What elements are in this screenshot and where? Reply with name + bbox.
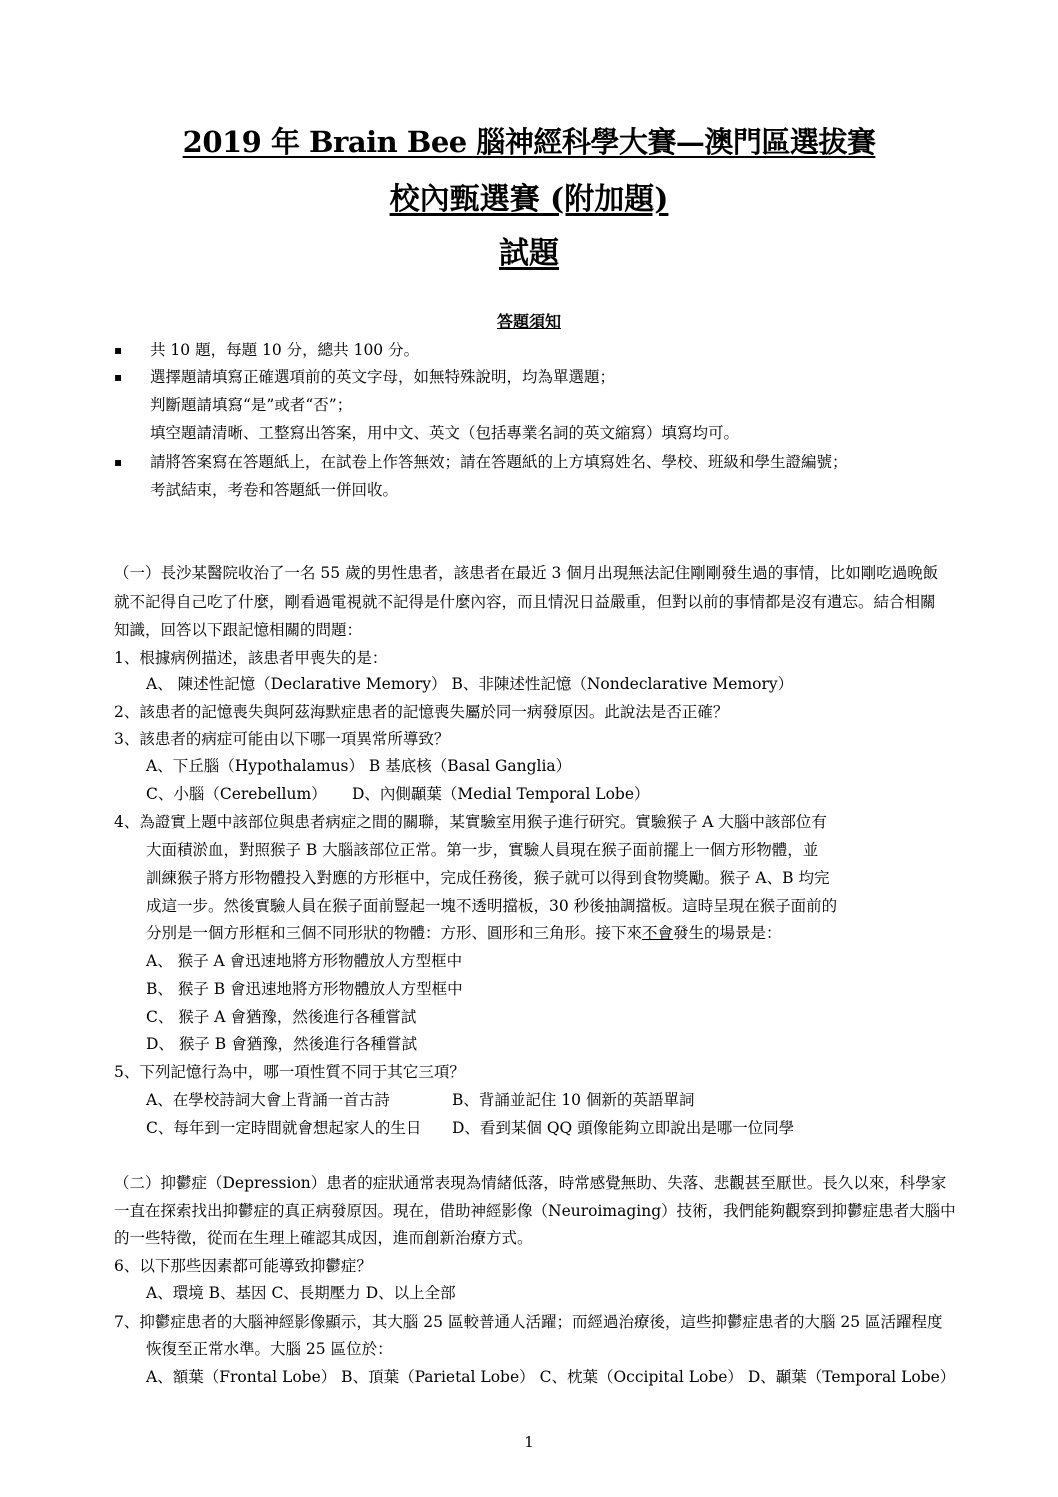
question-stem: 4、為證實上題中該部位與患者病症之間的關聯，某實驗室用猴子進行研究。實驗猴子 A 大腦中該部位有 [114,813,827,831]
question-stem-last-line [146,923,782,943]
section-intro-line: 的一些特徵，從而在生理上確認其成因，進而創新治療方式。 [114,1229,533,1247]
question-stem: 2、該患者的記憶喪失與阿茲海默症患者的記憶喪失屬於同一病發原因。此說法是否正確？ [114,703,729,721]
question-stem: 5、下列記憶行為中，哪一項性質不同于其它三項？ [114,1063,465,1081]
section-intro-line: （一）長沙某醫院收治了一名 55 歲的男性患者，該患者在最近 3 個月出現無法記住剛剛發生過的事情，比如剛吃過晚飯 [114,564,939,582]
section-intro-line: 知識，回答以下跟記憶相關的問題： [114,621,363,639]
bullet-icon: ▪ [114,343,123,357]
question-options: A、下丘腦（Hypothalamus） B 基底核（Basal Ganglia） [146,757,572,775]
exam-subtitle: 校內甄選賽 (附加題) [389,182,669,217]
question-stem: 成這一步。然後實驗人員在猴子面前豎起一塊不透明擋板，30 秒後抽調擋板。這時呈現在猴子面前的 [146,897,838,915]
exam-title: 2019 年 Brain Bee 腦神經科學大賽—澳門區選拔賽 [182,125,876,159]
question-options: A、 陳述性記憶（Declarative Memory） B、非陳述性記憶（Nondeclarative Memory） [146,675,794,693]
section-intro-line: 就不記得自己吃了什麼，剛看過電視就不記得是什麼內容，而且情況日益嚴重，但對以前的事情都是沒有遺忘。結合相關 [114,593,936,611]
question-stem: 3、該患者的病症可能由以下哪一項異常所導致？ [114,730,450,748]
question-option: C、每年到一定時間就會想起家人的生日 [146,1119,422,1137]
notice-item: 填空題請清晰、工整寫出答案，用中文、英文（包括專業名詞的英文縮寫）填寫均可。 [150,424,740,442]
stem-text: 發生的場景是： [673,924,782,942]
question-stem: 恢復至正常水準。大腦 25 區位於： [146,1340,393,1358]
notice-item: 選擇題請填寫正確選項前的英文字母，如無特殊說明，均為單選題； [150,368,616,386]
exam-paper-label: 試題 [499,236,559,271]
question-stem: 訓練猴子將方形物體投入對應的方形框中，完成任務後，猴子就可以得到食物獎勵。猴子 A、B 均完 [146,869,830,887]
notice-item: 判斷題請填寫“是”或者“否”； [150,396,353,414]
question-option: D、內側顳葉（Medial Temporal Lobe） [352,785,650,803]
page-number: 1 [524,1433,534,1451]
question-option: C、小腦（Cerebellum） [146,785,327,803]
notice-heading: 答題須知 [496,312,561,331]
question-stem: 7、抑鬱症患者的大腦神經影像顯示，其大腦 25 區較普通人活躍；而經過治療後，這些抑鬱症患者的大腦 25 區活躍程度 [114,1313,943,1331]
question-option: A、在學校詩詞大會上背誦一首古詩 [146,1091,390,1109]
bullet-icon: ▪ [114,455,123,469]
question-option: D、 猴子 B 會猶豫，然後進行各種嘗試 [146,1035,418,1053]
question-stem: 6、以下那些因素都可能導致抑鬱症？ [114,1257,372,1275]
notice-item: 考試結束，考卷和答題紙一併回收。 [150,481,399,499]
bullet-icon: ▪ [114,370,123,384]
section-intro-line: 一直在探索找出抑鬱症的真正病發原因。現在，借助神經影像（Neuroimaging）技術，我們能夠觀察到抑鬱症患者大腦中 [114,1202,956,1220]
question-stem: 大面積淤血，對照猴子 B 大腦該部位正常。第一步，實驗人員現在猴子面前擺上一個方形物體，並 [146,841,819,859]
question-option: D、看到某個 QQ 頭像能夠立即說出是哪一位同學 [452,1119,795,1137]
question-options: A、環境 B、基因 C、長期壓力 D、以上全部 [146,1284,456,1302]
question-option: B、 猴子 B 會迅速地將方形物體放人方型框中 [146,980,463,998]
section-intro-line: （二）抑鬱症（Depression）患者的症狀通常表現為情緒低落，時常感覺無助、失落、悲觀甚至厭世。長久以來，科學家 [114,1174,947,1192]
question-option: B、背誦並記住 10 個新的英語單詞 [452,1091,695,1109]
notice-item: 共 10 題，每題 10 分，總共 100 分。 [150,341,420,359]
notice-item: 請將答案寫在答題紙上，在試卷上作答無效；請在答題紙的上方填寫姓名、學校、班級和學生證編號； [150,453,848,471]
question-stem: 1、根據病例描述，該患者甲喪失的是： [114,649,388,667]
emphasis-text: 不會 [642,924,674,942]
question-options: A、額葉（Frontal Lobe） B、頂葉（Parietal Lobe） C、枕葉（Occipital Lobe） D、顳葉（Temporal Lobe） [146,1368,956,1386]
stem-text: 分別是一個方形框和三個不同形狀的物體：方形、圓形和三角形。接下來 [146,924,643,942]
question-option: A、 猴子 A 會迅速地將方形物體放人方型框中 [146,952,463,970]
question-option: C、 猴子 A 會猶豫，然後進行各種嘗試 [146,1008,417,1026]
